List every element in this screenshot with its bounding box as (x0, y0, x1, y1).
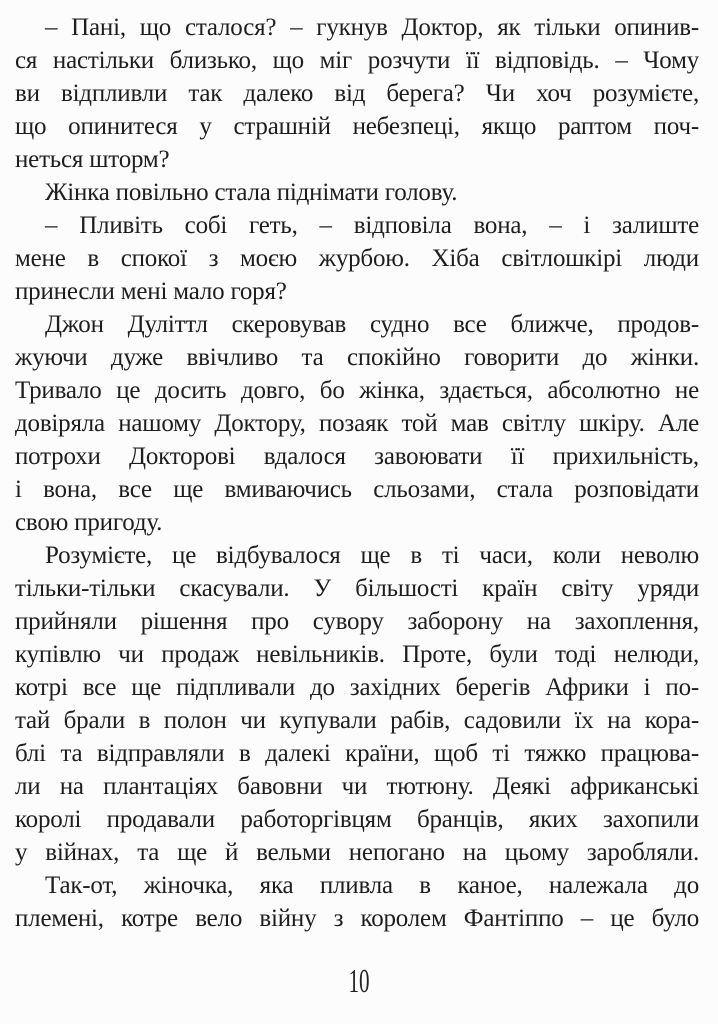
paragraph (15, 869, 699, 935)
paragraph (15, 539, 699, 869)
page-number (0, 962, 718, 1002)
text-line: і вона, все ще вмиваючись сльозами, стала розповідати (15, 476, 699, 503)
text-block (15, 11, 699, 935)
paragraph (15, 308, 699, 539)
text-line: – Пливіть собі геть, – відповіла вона, – і залиште (45, 212, 699, 239)
text-line: купівлю чи продаж невільників. Проте, були тоді нелюди, (15, 641, 699, 668)
text-line: ся настільки близько, що міг розчути її відповідь. – Чому (15, 47, 699, 74)
text-line: жуючи дуже ввічливо та спокійно говорити до жінки. (15, 344, 699, 371)
text-line: ви відпливли так далеко від берега? Чи хоч розумієте, (15, 80, 699, 107)
text-line: принесли мені мало горя? (15, 278, 287, 305)
page-number-value: 10 (348, 963, 370, 1000)
text-line: Тривало це досить довго, бо жінка, здається, абсолютно не (15, 377, 699, 404)
text-line: ли на плантаціях бавовни чи тютюну. Деякі африканські (15, 773, 699, 800)
paragraph (15, 176, 699, 209)
text-line: – Пані, що сталося? – гукнув Доктор, як тільки опинив- (45, 14, 699, 41)
paragraph (15, 209, 699, 308)
text-line: Так-от, жіночка, яка пливла в каное, належала до (45, 872, 699, 899)
text-line: котрі все ще підпливали до західних берегів Африки і по- (15, 674, 699, 701)
text-line: у війнах, та ще й вельми непогано на цьому заробляли. (15, 839, 699, 866)
text-line: блі та відправляли в далекі країни, щоб ті тяжко працюва- (15, 740, 699, 767)
text-line: Джон Дуліттл скеровував судно все ближче, продов- (45, 311, 699, 338)
text-line: неться шторм? (15, 146, 170, 173)
text-line: Жінка повільно стала піднімати голову. (45, 179, 458, 206)
text-line: довіряла нашому Доктору, позаяк той мав світлу шкіру. Але (15, 410, 699, 437)
text-line: тай брали в полон чи купували рабів, садовили їх на кора- (15, 707, 699, 734)
text-line: тільки-тільки скасували. У більшості країн світу уряди (15, 575, 699, 602)
text-line: потрохи Докторові вдалося завоювати її прихильність, (15, 443, 699, 470)
text-line: Розумієте, це відбувалося ще в ті часи, коли неволю (45, 542, 699, 569)
text-line: племені, котре вело війну з королем Фантіппо – це було (15, 905, 699, 932)
paragraph (15, 11, 699, 176)
text-line: мене в спокої з моєю журбою. Хіба світлошкірі люди (15, 245, 699, 272)
text-line: королі продавали работоргівцям бранців, яких захопили (15, 806, 699, 833)
text-line: свою пригоду. (15, 509, 163, 536)
text-line: прийняли рішення про сувору заборону на захоплення, (15, 608, 699, 635)
text-line: що опинитеся у страшній небезпеці, якщо раптом поч- (15, 113, 699, 140)
